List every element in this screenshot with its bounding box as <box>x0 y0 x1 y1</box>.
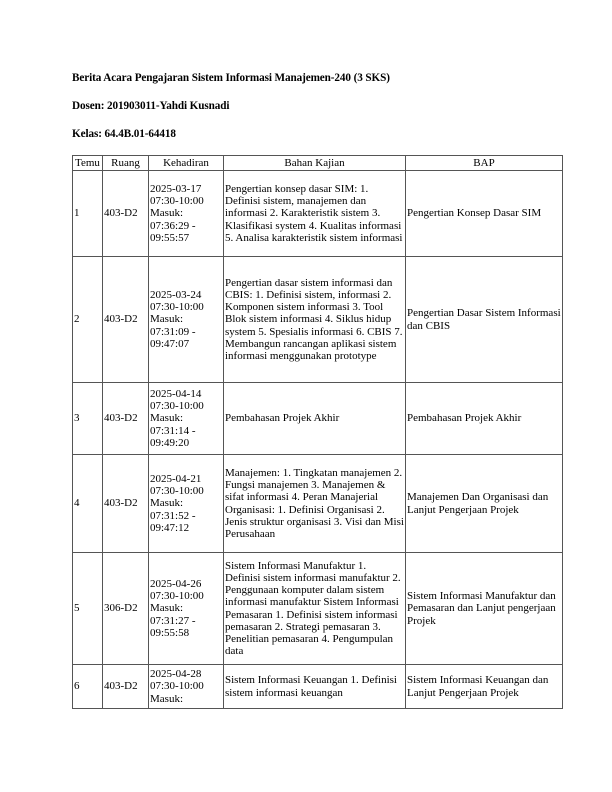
cell-kehadiran: 2025-04-28 07:30-10:00 Masuk: <box>149 665 224 709</box>
column-header-bap: BAP <box>406 156 563 171</box>
cell-kehadiran: 2025-03-24 07:30-10:00 Masuk: 07:31:09 - 09:47:07 <box>149 257 224 383</box>
cell-ruang: 403-D2 <box>103 665 149 709</box>
class-line: Kelas: 64.4B.01-64418 <box>72 128 176 140</box>
cell-bahan-kajian: Pembahasan Projek Akhir <box>224 383 406 455</box>
cell-kehadiran: 2025-04-21 07:30-10:00 Masuk: 07:31:52 - 09:47:12 <box>149 455 224 553</box>
cell-temu: 4 <box>73 455 103 553</box>
column-header-ruang: Ruang <box>103 156 149 171</box>
cell-bahan-kajian: Sistem Informasi Manufaktur 1. Definisi sistem informasi manufaktur 2. Penggunaan komputer dalam sistem informasi manufaktur Sistem Informasi Pemasaran 1. Definisi sistem informasi pemasaran 2. Strategi pemasaran 3. Penelitian pemasaran 4. Pengumpulan data <box>224 553 406 665</box>
table-row <box>73 171 563 257</box>
table-row <box>73 383 563 455</box>
lecturer-line: Dosen: 201903011-Yahdi Kusnadi <box>72 100 230 112</box>
cell-ruang: 403-D2 <box>103 455 149 553</box>
cell-temu: 5 <box>73 553 103 665</box>
cell-bahan-kajian: Pengertian konsep dasar SIM: 1. Definisi sistem, manajemen dan informasi 2. Karakteristik sistem 3. Klasifikasi system 4. Kualitas informasi 5. Analisa karakteristik sistem informasi <box>224 171 406 257</box>
cell-bap: Sistem Informasi Manufaktur dan Pemasaran dan Lanjut pengerjaan Projek <box>406 553 563 665</box>
cell-bahan-kajian: Sistem Informasi Keuangan 1. Definisi sistem informasi keuangan <box>224 665 406 709</box>
table-row <box>73 553 563 665</box>
table-row <box>73 665 563 709</box>
cell-bahan-kajian: Pengertian dasar sistem informasi dan CBIS: 1. Definisi sistem, informasi 2. Komponen sistem informasi 3. Tool Blok sistem informasi 4. Siklus hidup system 5. Spesialis informasi 6. CBIS 7. Membangun rancangan aplikasi sistem informasi menggunakan prototype <box>224 257 406 383</box>
cell-bap: Manajemen Dan Organisasi dan Lanjut Pengerjaan Projek <box>406 455 563 553</box>
cell-ruang: 403-D2 <box>103 171 149 257</box>
cell-temu: 3 <box>73 383 103 455</box>
cell-bap: Pembahasan Projek Akhir <box>406 383 563 455</box>
attendance-table <box>72 155 563 709</box>
cell-kehadiran: 2025-04-14 07:30-10:00 Masuk: 07:31:14 - 09:49:20 <box>149 383 224 455</box>
column-header-bahan-kajian: Bahan Kajian <box>224 156 406 171</box>
cell-bap: Sistem Informasi Keuangan dan Lanjut Pengerjaan Projek <box>406 665 563 709</box>
cell-temu: 6 <box>73 665 103 709</box>
cell-kehadiran: 2025-04-26 07:30-10:00 Masuk: 07:31:27 - 09:55:58 <box>149 553 224 665</box>
column-header-kehadiran: Kehadiran <box>149 156 224 171</box>
cell-bahan-kajian: Manajemen: 1. Tingkatan manajemen 2. Fungsi manajemen 3. Manajemen & sifat informasi 4. Peran Manajerial Organisasi: 1. Definisi Organisasi 2. Jenis struktur organisasi 3. Visi dan Misi Perusahaan <box>224 455 406 553</box>
table-header-row <box>73 156 563 171</box>
cell-temu: 1 <box>73 171 103 257</box>
cell-bap: Pengertian Dasar Sistem Informasi dan CBIS <box>406 257 563 383</box>
cell-ruang: 306-D2 <box>103 553 149 665</box>
cell-bap: Pengertian Konsep Dasar SIM <box>406 171 563 257</box>
cell-ruang: 403-D2 <box>103 257 149 383</box>
cell-kehadiran: 2025-03-17 07:30-10:00 Masuk: 07:36:29 - 09:55:57 <box>149 171 224 257</box>
table-row <box>73 257 563 383</box>
table-row <box>73 455 563 553</box>
column-header-temu: Temu <box>73 156 103 171</box>
document-title: Berita Acara Pengajaran Sistem Informasi Manajemen-240 (3 SKS) <box>72 72 390 84</box>
cell-temu: 2 <box>73 257 103 383</box>
cell-ruang: 403-D2 <box>103 383 149 455</box>
